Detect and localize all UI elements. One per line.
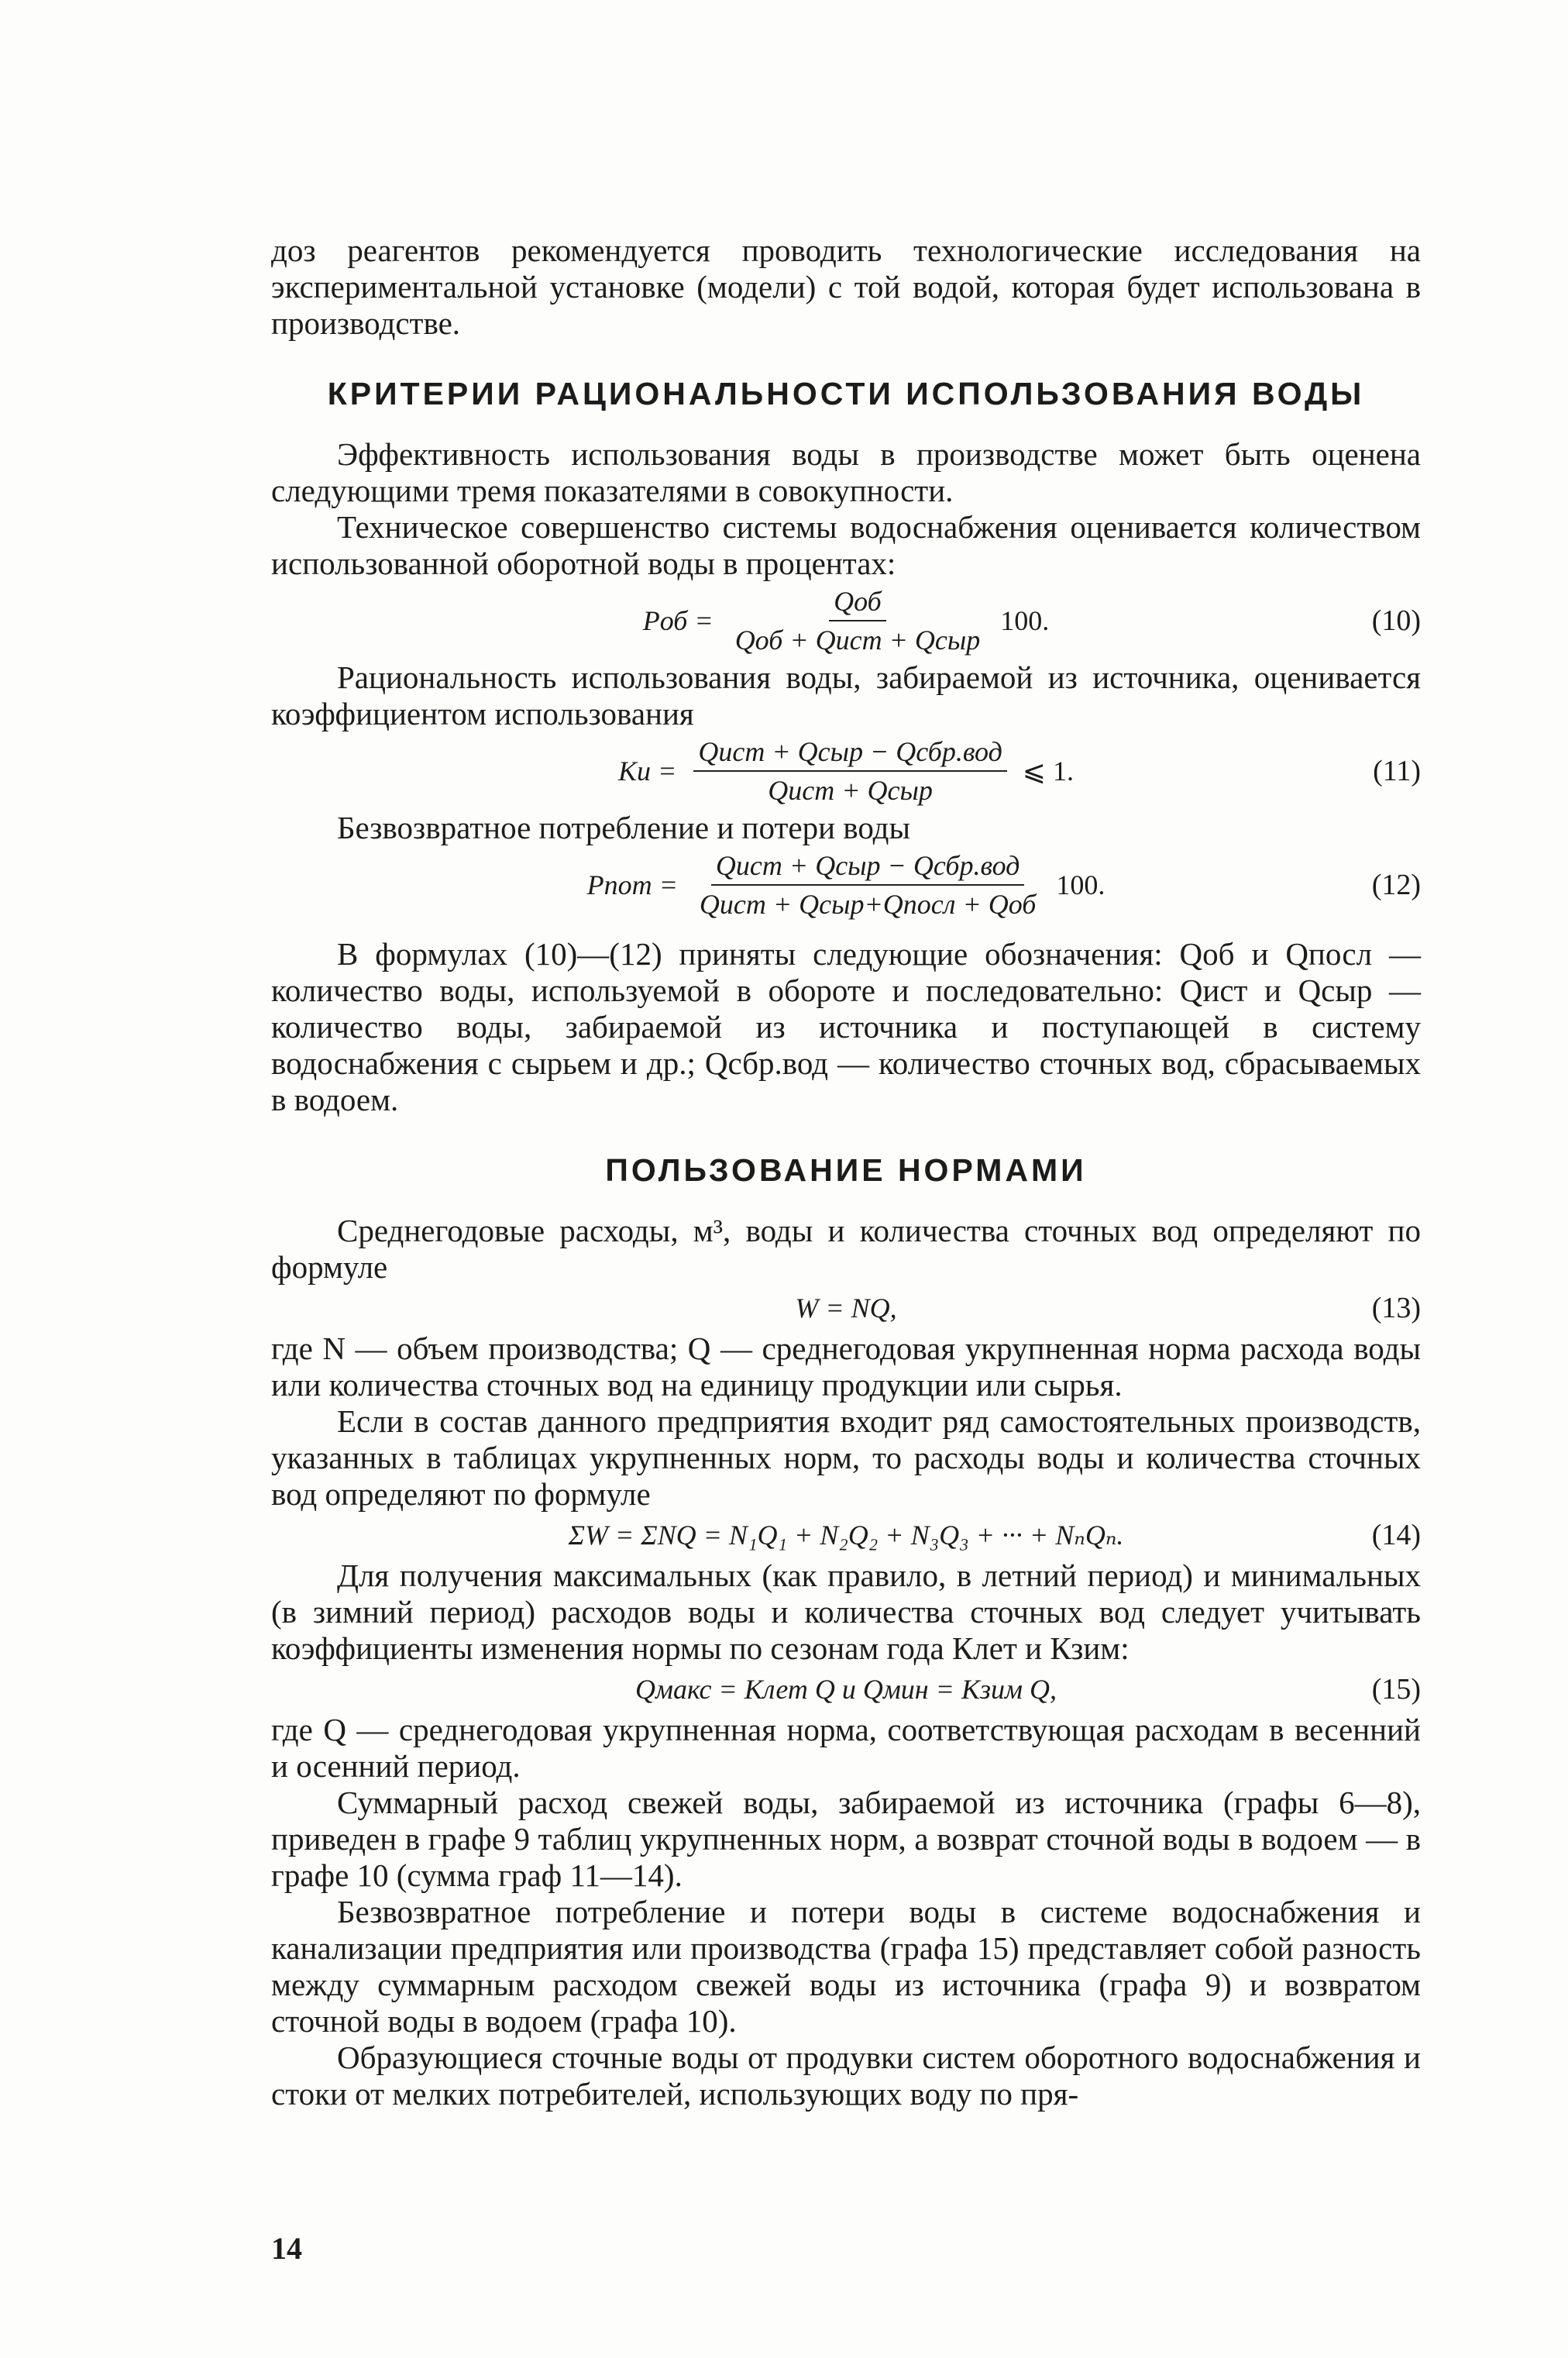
paragraph: Среднегодовые расходы, м³, воды и количества сточных вод определяют по формуле (271, 1213, 1421, 1285)
equation-number: (11) (1373, 755, 1421, 787)
formula-13 (271, 1286, 1421, 1330)
paragraph: Техническое совершенство системы водоснабжения оценивается количеством использованной оборотной воды в процентах: (271, 509, 1421, 581)
formula-text: ΣW = ΣNQ = N₁Q₁ + N₂Q₂ + N₃Q₃ + ··· + NₙQₙ. (568, 1520, 1124, 1551)
paragraph: Безвозвратное потребление и потери воды в системе водоснабжения и канализации предприятия или производства (графа 15) представляет собой разность между суммарным расходом свежей воды из источника (графа 9) и возвратом сточной воды в водоем (графа 10). (271, 1894, 1421, 2039)
denominator: Qоб + Qист + Qсыр (734, 625, 981, 656)
section-heading-criteria: КРИТЕРИИ РАЦИОНАЛЬНОСТИ ИСПОЛЬЗОВАНИЯ ВОДЫ (327, 376, 1365, 411)
formula-lhs: Pоб = (642, 605, 714, 636)
paragraph: где Q — среднегодовая укрупненная норма, соответствующая расходам в весенний и осенний период. (271, 1712, 1421, 1784)
paragraph: В формулах (10)—(12) приняты следующие обозначения: Qоб и Qпосл — количество воды, используемой в обороте и последовательно: Qист и Qсыр — количество воды, забираемой из источника и поступающей в систему водоснабжения с сырьем и др.; Qсбр.вод — количество сточных вод, сбрасываемых в водоем. (271, 936, 1421, 1117)
paragraph: Безвозвратное потребление и потери воды (337, 810, 911, 845)
numerator: Qист + Qсыр − Qсбр.вод (711, 850, 1024, 886)
paragraph: Для получения максимальных (как правило, в летний период) и минимальных (в зимний период) расходов воды и количества сточных вод следует учитывать коэффициенты изменения нормы по сезонам года Клет и Кзим: (271, 1558, 1421, 1666)
section-heading-norms: ПОЛЬЗОВАНИЕ НОРМАМИ (605, 1152, 1087, 1188)
fraction (695, 850, 1041, 920)
paragraph: Образующиеся сточные воды от продувки систем оборотного водоснабжения и стоки от мелких потребителей, использующих воду по пря- (271, 2040, 1421, 2112)
paragraph: доз реагентов рекомендуется проводить технологические исследования на экспериментальной установке (модели) с той водой, которая будет использована в производстве. (271, 232, 1421, 341)
fraction (693, 736, 1006, 806)
formula-14 (271, 1513, 1421, 1558)
equation-number: (10) (1371, 604, 1421, 637)
formula-12 (271, 846, 1421, 924)
denominator: Qист + Qсыр+Qпосл + Qоб (699, 889, 1037, 920)
equation-number: (14) (1371, 1519, 1421, 1551)
formula-15 (271, 1667, 1421, 1712)
formula-tail: 100. (1000, 605, 1050, 636)
paragraph: Суммарный расход свежей воды, забираемой из источника (графы 6—8), приведен в графе 9 таблиц укрупненных норм, а возврат сточной воды в водоем — в графе 10 (сумма граф 11—14). (271, 1785, 1421, 1893)
paragraph: Если в состав данного предприятия входит ряд самостоятельных производств, указанных в таблицах укрупненных норм, то расходы воды и количества сточных вод определяют по формуле (271, 1403, 1421, 1512)
equation-number: (15) (1371, 1673, 1421, 1706)
numerator: Qист + Qсыр − Qсбр.вод (693, 736, 1006, 772)
paragraph: Эффективность использования воды в производстве может быть оценена следующими тремя показателями в совокупности. (271, 436, 1421, 508)
page-number: 14 (271, 2231, 302, 2266)
formula-lhs: Pпот = (586, 869, 678, 900)
formula-11 (271, 732, 1421, 810)
denominator: Qист + Qсыр (768, 775, 933, 806)
formula-text: W = NQ, (795, 1293, 897, 1324)
equation-number: (13) (1371, 1292, 1421, 1324)
numerator: Qоб (829, 586, 886, 621)
formula-text: Qмакс = Kлет Q и Qмин = Kзим Q, (635, 1674, 1057, 1705)
formula-lhs: Kи = (618, 756, 677, 787)
paragraph: где N — объем производства; Q — среднегодовая укрупненная норма расхода воды или количества сточных вод на единицу продукции или сырья. (271, 1330, 1421, 1403)
paragraph: Рациональность использования воды, забираемой из источника, оценивается коэффициентом использования (271, 659, 1421, 731)
formula-10 (271, 582, 1421, 659)
formula-tail: 100. (1056, 869, 1106, 900)
equation-number: (12) (1371, 869, 1421, 901)
formula-tail: ⩽ 1. (1022, 756, 1074, 787)
page-body (271, 232, 1421, 2112)
fraction (731, 586, 985, 656)
